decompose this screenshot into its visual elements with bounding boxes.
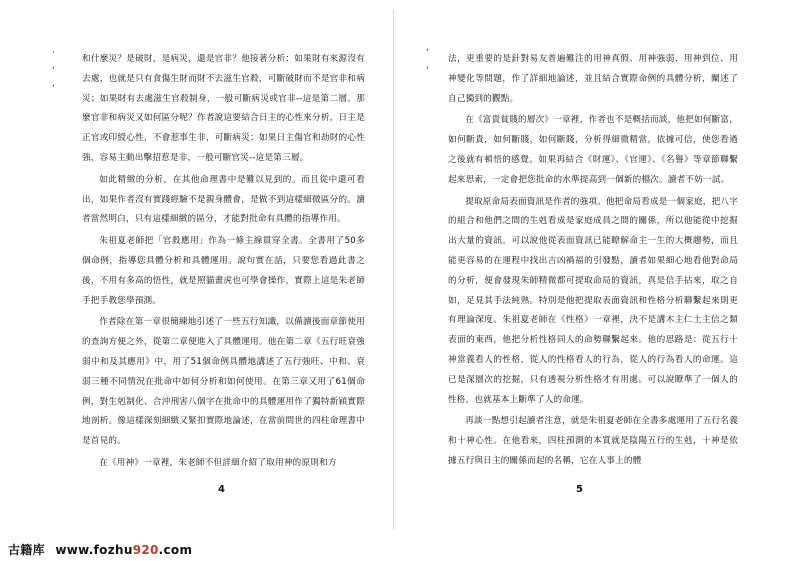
book-spine xyxy=(393,10,394,530)
site-url[interactable]: www.fozhu920.com xyxy=(55,543,193,557)
paragraph: 再談一點想引起讀者注意，就是朱祖夏老師在全書多處運用了五行名義和十神心性。在他看來，四柱預測的本質就是陰陽五行的生剋，十神是依據五行與日主的關係而起的名稱，它在人事上的體 xyxy=(448,416,738,466)
left-page-text xyxy=(82,50,365,476)
left-page xyxy=(0,0,390,561)
page-number-right: 5 xyxy=(576,484,583,495)
right-page-text xyxy=(448,50,738,474)
margin-marks: ‘ ' xyxy=(426,48,429,76)
paragraph: 在《用神》一章裡，朱老師不但詳細介紹了取用神的原則和方 xyxy=(99,457,337,468)
watermark-footer xyxy=(8,541,192,558)
paragraph: 作者除在第一章很簡練地引述了一些五行知識，以備讀後面章節使用的查詢方便之外，從第二章便進入了具體運用。他在第二章《五行旺衰強弱中和及其應用》中，用了51個命例具體地講述了五行強旺、中和、衰弱三種不同情況在批命中如何分析和如何使用。在第三章又用了61個命例，對生剋制化、合沖刑害八個字在批命中的具體運用作了獨特新穎實際地剖析。像這樣深刻細緻又緊扣實際地論述，在當前問世的四柱命理書中是首見的。 xyxy=(82,317,365,447)
paragraph: 如此精緻的分析，在其他命理書中是難以見到的。而且從中還可看出，如果作者沒有實踐經驗不是親身體會，是做不到這樣細微區分的。讀者當然明白，只有這樣細緻的區分，才能對批命有具體的指導作用。 xyxy=(82,174,365,225)
margin-marks: · ' ' xyxy=(52,48,55,94)
paragraph: 提取原命局表面資訊是作者的強項。他把命局看成是一個家庭，把八字的組合和他們之間的生剋看成是家庭成員之間的關係，所以他能從中挖掘出大量的資訊。可以說他從表面資訊已能瞭解命主一生的大概趨勢，而且能更容易的在運程中找出吉凶禍福的引發點，讀者如果細心地看他對命局的分析，便會發現朱師精微都可提取命局的資訊，真是信手拈來，取之自如，足見其手法純熟。特別是他把提取表面資訊和性格分析聯繫起來則更有理論深度。朱祖夏老師在《性格》一章裡，決不是講木主仁土主信之類表面的東西，他把分析性格同人的命勢聯繫起來。他的思路是：從五行十神當義看人的性格，從人的性格看人的行為，從人的行為看人的命運。這已是深層次的挖掘，只有透視分析性格才有用處。可以說瞭準了一個人的性格，也就基本上斷準了人的命運。 xyxy=(448,196,738,405)
right-page xyxy=(404,0,793,561)
paragraph: 和什麼災？是破財，是病災，還是官非？他接著分析：如果財有來源沒有去處，也就是只有食傷生財而財不去滋生官殺，可斷破財而不是官非和病災；如果財有去處滋生官殺制身，一般可斷病災或官非--這是第二層。那麼官非和病災又如何區分呢？作者說這要結合日主的心性來分析，日主是正官或印綬心性，不會惹事生非，可斷病災；如果日主傷官和劫財的心性強，容易主動出擊招惹是非，一般可斷官災--這是第三層。 xyxy=(82,54,365,163)
paragraph: 法，更重要的是針對易友普遍難注的用神真假、用神強弱、用神到位、用神變化等問題，作了詳細地論述，並且結合實際命例的具體分析，闡述了自己獨到的觀點。 xyxy=(448,54,738,104)
site-name: 古籍库 xyxy=(8,543,45,557)
page-number-left: 4 xyxy=(218,484,225,495)
paragraph: 在《富貴貧賤的層次》一章裡，作者也不是概括而談，他把如何斷富，如何斷貴，如何斷賤，如何斷賤，分析得細微精當，依據可信，使您看過之後就有頓悟的感覺。如果再結合《財運》、《官運》、《名譽》等章節聯繫起來思索，一定會把您批命的水準提高到一個新的檔次。讀者不妨一試。 xyxy=(448,115,738,185)
paragraph: 朱祖夏老師把「官殺應用」作為一條主線貫穿全書。全書用了50多個命例，指導您具體分析和具體運用。說句實在話，只要您看過此書之後，不用有多高的悟性，就是照貓畫虎也可學會操作，實際上這是朱老師手把手教您學預測。 xyxy=(82,236,365,306)
